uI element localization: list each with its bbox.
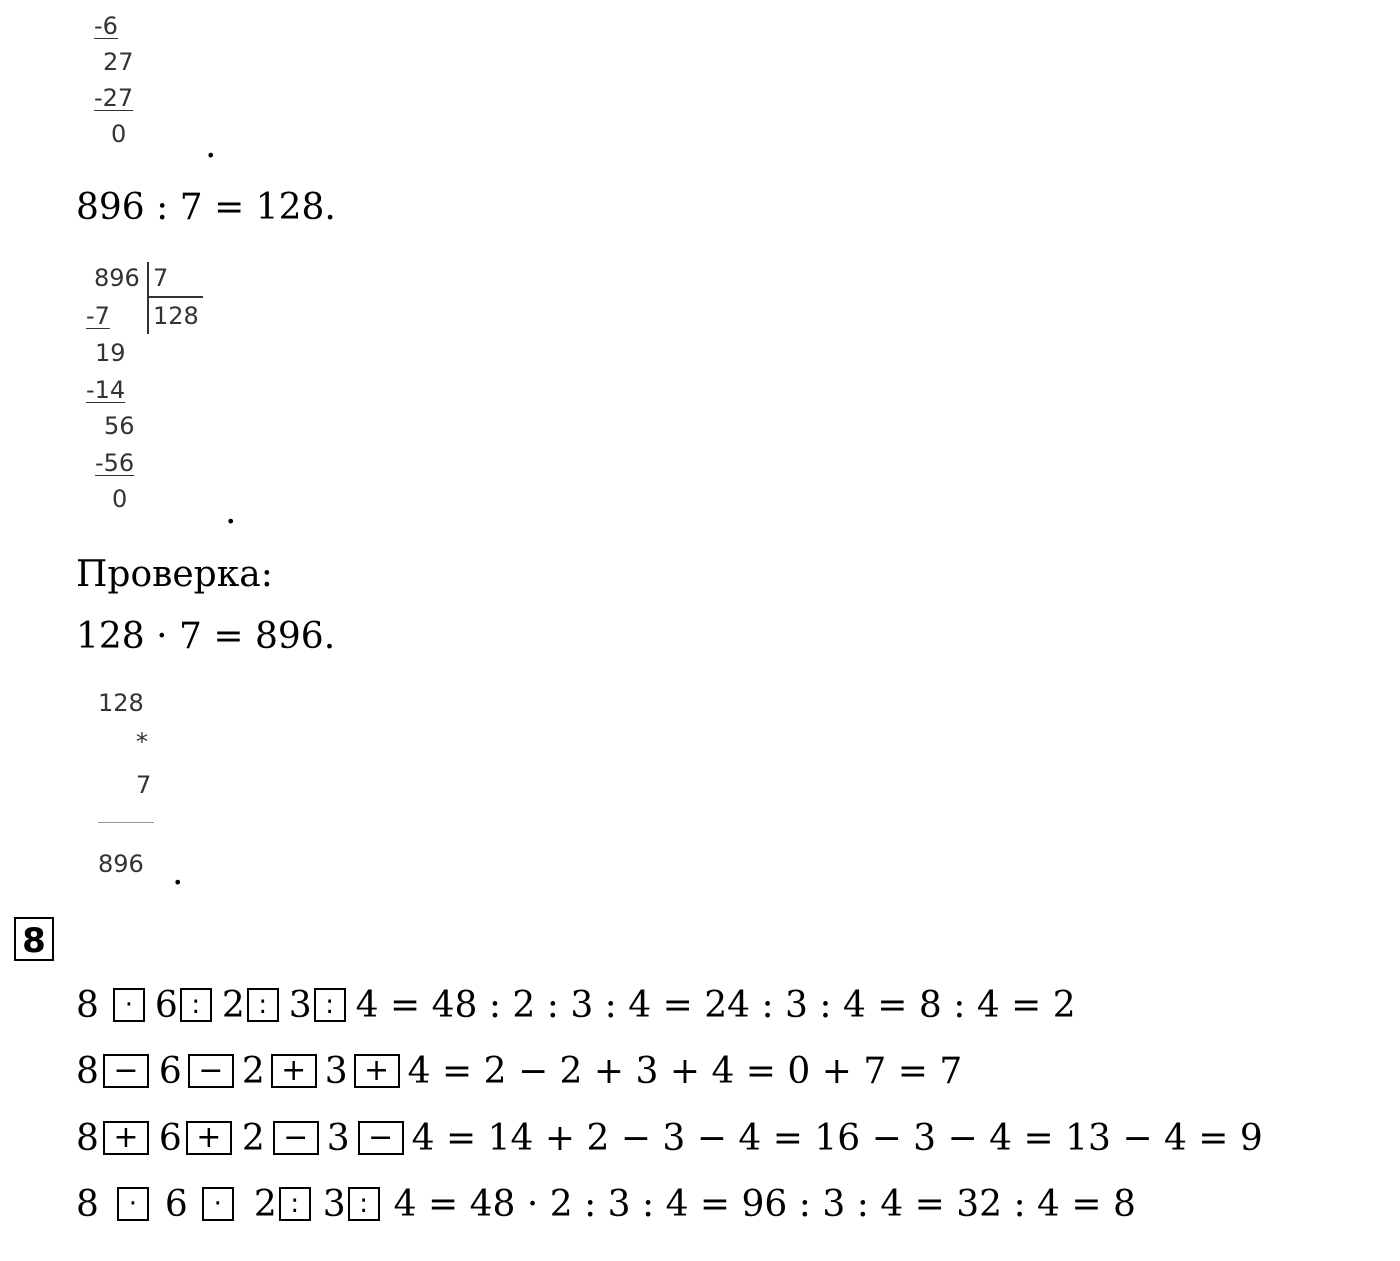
equation-check: 128 · 7 = 896. [76, 616, 336, 657]
expr1-num-2: 6 [154, 984, 178, 1026]
expr2-num-2: 6 [158, 1050, 182, 1092]
expr4-num-5: 4 [393, 1183, 417, 1225]
expr2-op-box-3: + [271, 1054, 317, 1088]
expr1-op-box-4: : [314, 988, 346, 1022]
mul-result: 896 [98, 850, 144, 878]
expr3-result [412, 1118, 1263, 1159]
expr3-op-box-4: − [358, 1121, 404, 1155]
expr1-op-box-1: · [113, 988, 145, 1022]
task-number-badge: 8 [14, 917, 54, 961]
expression-row-2 [76, 1047, 962, 1095]
expr4-num-1: 8 [76, 1183, 99, 1225]
expression-row-1 [76, 981, 1076, 1029]
expr1-op-box-3: : [247, 988, 279, 1022]
expr3-result-text: = 14 + 2 − 3 − 4 = 16 − 3 − 4 = 13 − 4 = 9 [445, 1117, 1263, 1159]
expr2-result [408, 1051, 963, 1092]
expr2-num-5: 4 [407, 1050, 431, 1092]
expr1-result-text: = 48 : 2 : 3 : 4 = 24 : 3 : 4 = 8 : 4 = 2 [389, 984, 1076, 1026]
expr4-op-box-4: : [348, 1187, 380, 1221]
ld-quotient: 128 [153, 302, 199, 330]
ld-step-minus56: -56 [95, 449, 135, 477]
check-label: Проверка: [76, 554, 273, 595]
mul-factor2: 7 [136, 771, 152, 799]
mul-result-line [98, 822, 154, 823]
mul-operator: * [136, 728, 148, 756]
expr3-num-1: 8 [76, 1117, 99, 1159]
ld-dividend: 896 [94, 264, 140, 292]
expr1-num-1: 8 [76, 984, 99, 1026]
expr3-num-5: 4 [411, 1117, 435, 1159]
mul-end-dot: . [172, 852, 184, 893]
mul-factor1: 128 [98, 689, 144, 717]
expr2-op-box-4: + [354, 1054, 400, 1088]
div1-step-minus27: -27 [94, 84, 134, 112]
expr4-op-box-2: · [202, 1187, 234, 1221]
expr2-num-4: 3 [324, 1050, 348, 1092]
expr3-op-box-1: + [103, 1121, 149, 1155]
div1-remainder: 0 [111, 120, 127, 148]
expr1-result [356, 985, 1076, 1026]
expr1-num-4: 3 [288, 984, 312, 1026]
ld-remainder: 0 [112, 485, 128, 513]
ld-vertical-bar [147, 262, 149, 334]
expr2-num-1: 8 [76, 1050, 99, 1092]
equation-division: 896 : 7 = 128. [76, 187, 336, 228]
expr4-num-4: 3 [322, 1183, 346, 1225]
expr3-num-4: 3 [326, 1117, 350, 1159]
expr1-num-5: 4 [355, 984, 379, 1026]
div1-step-minus6: -6 [94, 12, 118, 40]
ld-step-minus7: -7 [86, 302, 110, 330]
expr4-num-2: 6 [164, 1183, 188, 1225]
expr2-op-box-2: − [188, 1054, 234, 1088]
ld-divisor-underline [147, 296, 203, 298]
expression-row-3 [76, 1114, 1263, 1162]
ld-step-19: 19 [95, 339, 126, 367]
expr4-result-text: = 48 · 2 : 3 : 4 = 96 : 3 : 4 = 32 : 4 = 8 [427, 1183, 1136, 1225]
expr3-op-box-3: − [273, 1121, 319, 1155]
expr1-num-3: 2 [221, 984, 245, 1026]
div1-step-27: 27 [103, 48, 134, 76]
expression-row-4 [76, 1180, 1136, 1228]
expr4-op-box-3: : [279, 1187, 311, 1221]
expr4-num-3: 2 [253, 1183, 277, 1225]
expr4-op-box-1: · [117, 1187, 149, 1221]
ld-end-dot: . [225, 491, 237, 532]
div1-end-dot: . [205, 125, 217, 166]
ld-divisor: 7 [153, 264, 169, 292]
expr2-num-3: 2 [241, 1050, 265, 1092]
expr4-result [394, 1184, 1136, 1225]
expr3-num-3: 2 [241, 1117, 265, 1159]
expr2-op-box-1: − [103, 1054, 149, 1088]
expr2-result-text: = 2 − 2 + 3 + 4 = 0 + 7 = 7 [441, 1050, 963, 1092]
expr3-num-2: 6 [158, 1117, 182, 1159]
expr3-op-box-2: + [186, 1121, 232, 1155]
ld-step-56: 56 [104, 412, 135, 440]
ld-step-minus14: -14 [86, 376, 126, 404]
expr1-op-box-2: : [180, 988, 212, 1022]
